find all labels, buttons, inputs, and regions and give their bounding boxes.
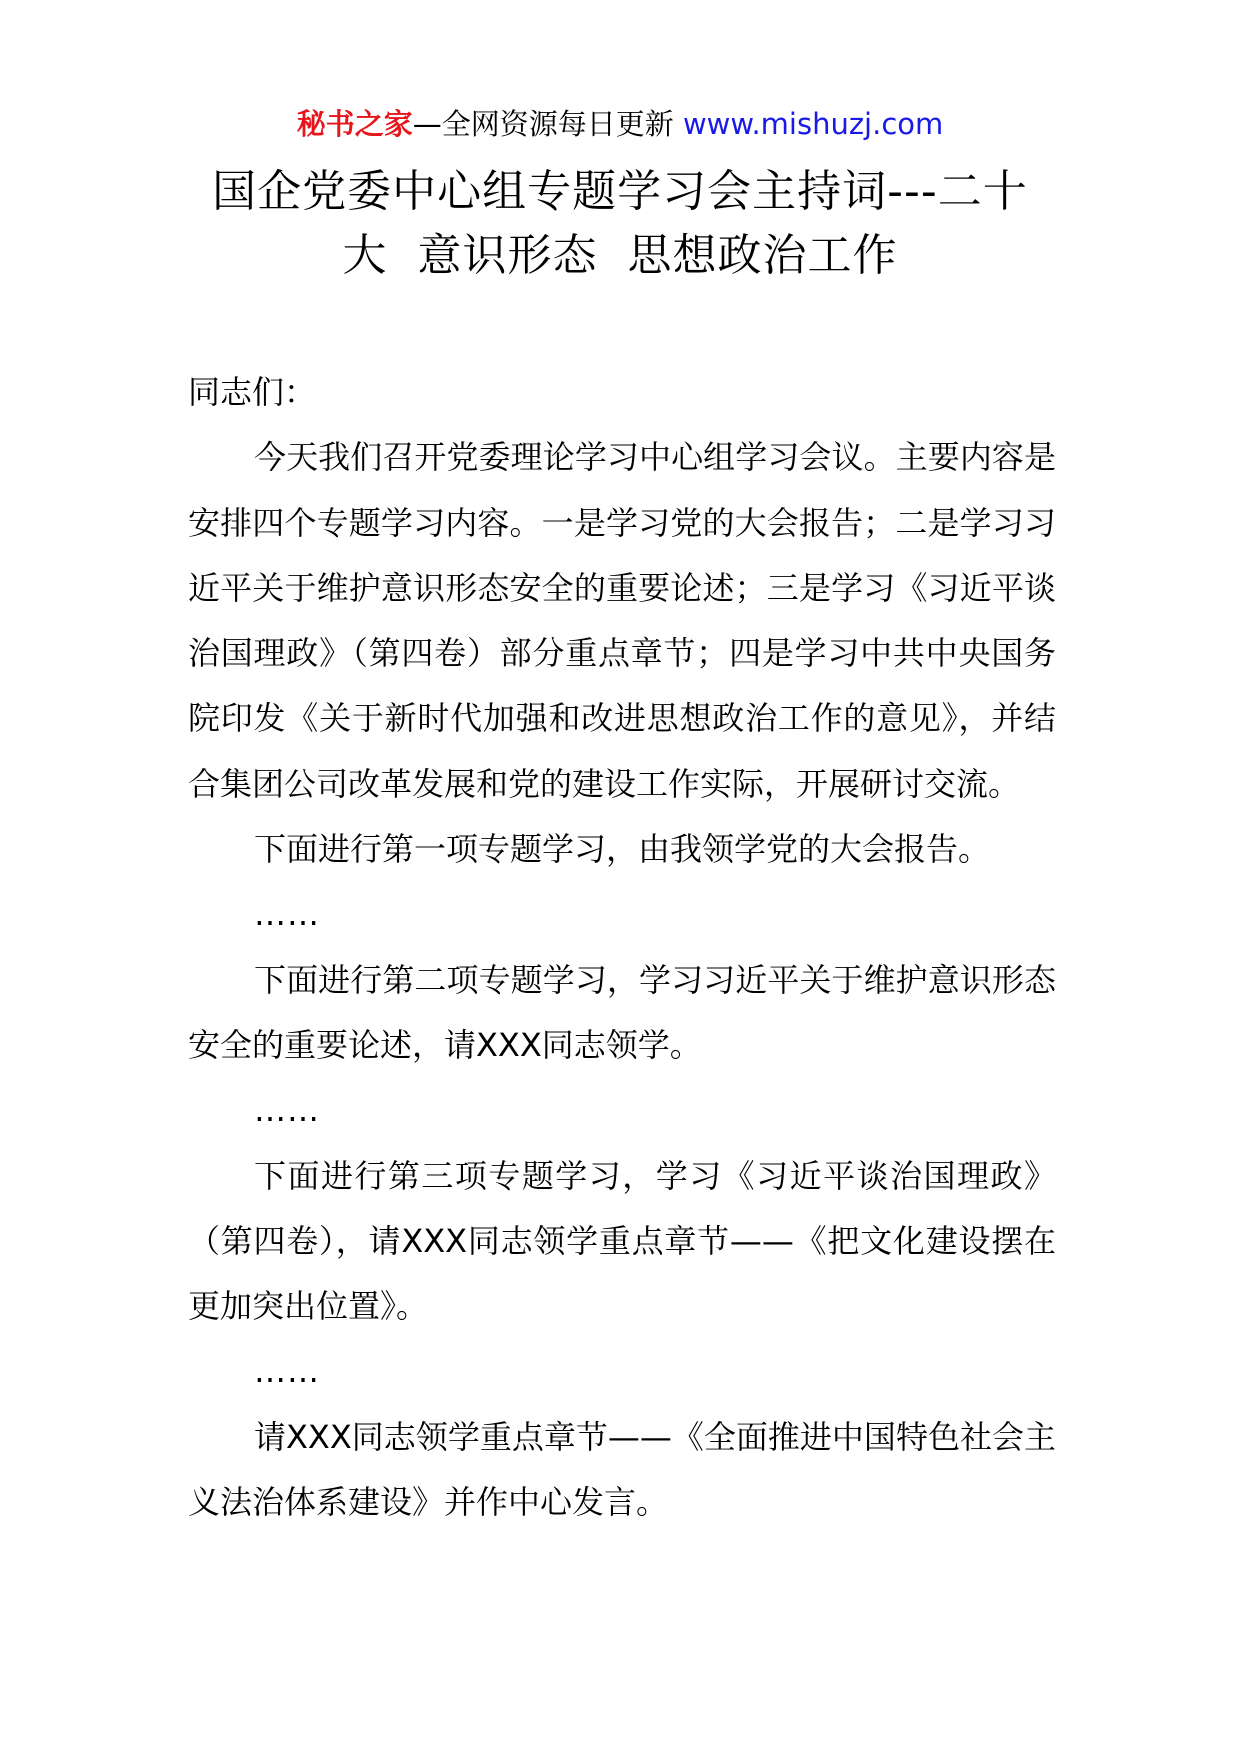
paragraph-intro: 今天我们召开党委理论学习中心组学习会议。主要内容是安排四个专题学习内容。一是学习党的大会报告；二是学习习近平关于维护意识形态安全的重要论述；三是学习《习近平谈治国理政》（第四卷）部分重点章节；四是学习中共中央国务院印发《关于新时代加强和改进思想政治工作的意见》，并结合集团公司改革发展和党的建设工作实际，开展研讨交流。 (188, 438, 1056, 803)
salutation: 同志们： (188, 373, 317, 411)
paragraph-topic-2: 下面进行第二项专题学习，学习习近平关于维护意识形态安全的重要论述，请XXX同志领学。 (188, 960, 1056, 1064)
title-line-1: 国企党委中心组专题学习会主持词---二十 (212, 166, 1028, 217)
paragraph-topic-3-chapter-2: 请XXX同志领学重点章节——《全面推进中国特色社会主义法治体系建设》并作中心发言。 (188, 1417, 1056, 1522)
title-line-2: 大 意识形态 思想政治工作 (342, 230, 898, 281)
header-tagline: —全网资源每日更新 (412, 107, 683, 141)
header-brand: 秘书之家 (296, 107, 413, 141)
ellipsis-3: …… (254, 1352, 320, 1391)
paragraph-topic-1: 下面进行第一项专题学习，由我领学党的大会报告。 (254, 830, 991, 869)
ellipsis-2: …… (254, 1091, 320, 1130)
paragraph-topic-3: 下面进行第三项专题学习，学习《习近平谈治国理政》（第四卷），请XXX同志领学重点章节——《把文化建设摆在更加突出位置》。 (188, 1156, 1056, 1326)
ellipsis-1: …… (254, 895, 320, 934)
document-body (188, 360, 1056, 1535)
header-url-link[interactable]: www.mishuzj.com (682, 107, 944, 141)
watermark-header (0, 100, 1240, 148)
document-title (150, 160, 1090, 288)
